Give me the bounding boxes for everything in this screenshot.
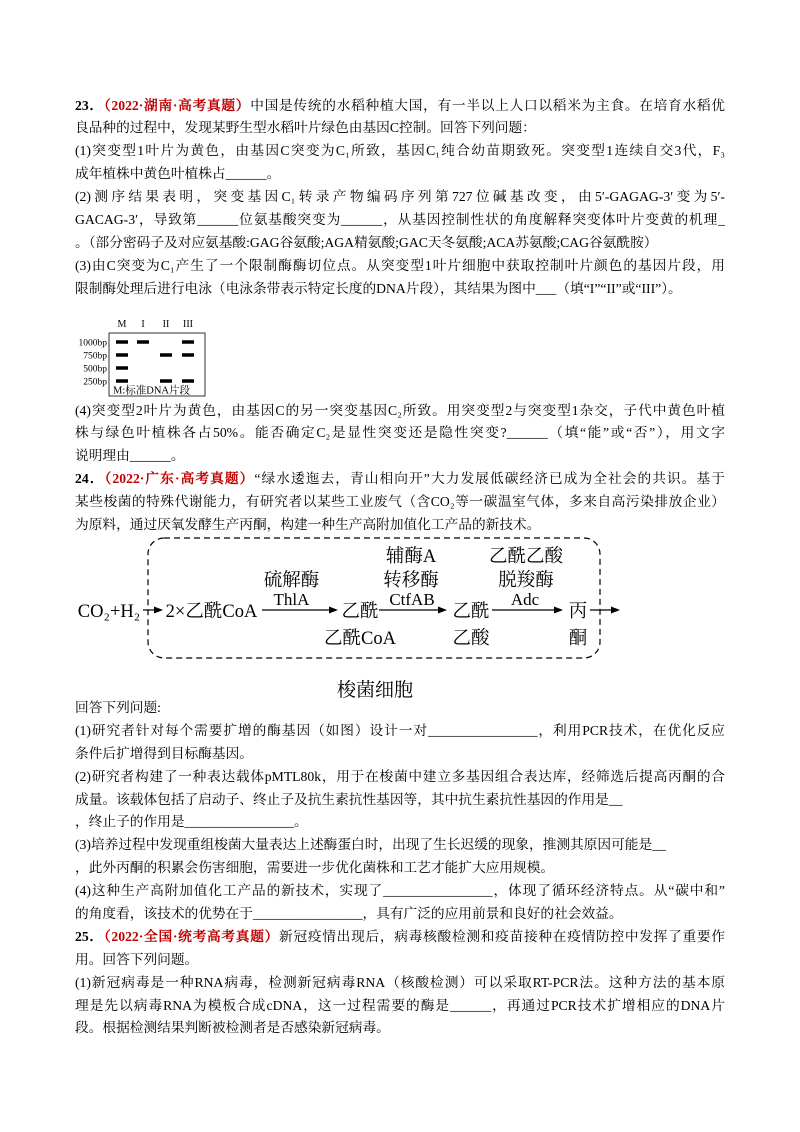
q23-part4-line-1: (4)突变型2叶片为黄色，由基因C的另一突变基因C₂所致。用突变型2与突变型1杂交，子代中黄色叶植 bbox=[75, 402, 725, 418]
gel-band-iii-1000 bbox=[182, 340, 194, 344]
enzyme-2-name-line-1: 辅酶A bbox=[385, 547, 437, 567]
q23-part4-line-2: 株与绿色叶植株各占50%。能否确定C₂是显性突变还是隐性突变?______（填“能”或“否”），用文字 bbox=[75, 425, 725, 441]
lane-label-m: M bbox=[117, 319, 127, 330]
lane-label-ii: II bbox=[162, 319, 170, 330]
question-number: 23． bbox=[75, 97, 104, 113]
pathway-svg bbox=[70, 537, 640, 703]
q25-stem-text: 新冠疫情出现后，病毒核酸检测和疫苗接种在疫情防控中发挥了重要作 bbox=[279, 928, 725, 944]
q24-part4-line-2: 的角度看，该技术的优势在于________________，具有广泛的应用前景和良好的社会效益。 bbox=[75, 906, 623, 922]
question-23-24-block bbox=[75, 400, 725, 537]
size-label-500: 500bp bbox=[83, 364, 107, 375]
q25-part1-line-1: (1)新冠病毒是一种RNA病毒，检测新冠病毒RNA（核酸检测）可以采取RT-PCR法。这种方法的基本原 bbox=[75, 974, 725, 990]
size-label-1000: 1000bp bbox=[78, 338, 107, 349]
intermediate-1-line-2: 乙酰CoA bbox=[324, 629, 396, 649]
gel-band-ii-750 bbox=[160, 353, 172, 357]
q25-part1-line-2: 理是先以病毒RNA为模板合成cDNA，这一过程需要的酶是______，再通过PCR技术扩增相应的DNA片 bbox=[75, 997, 725, 1013]
gel-band-m-250 bbox=[116, 379, 128, 383]
q23-part2-line-3: 。（部分密码子及对应氨基酸:GAG谷氨酸;AGA精氨酸;GAC天冬氨酸;ACA苏氨酸;CAG谷氨酰胺） bbox=[75, 234, 658, 250]
gel-band-iii-750 bbox=[182, 353, 194, 357]
enzyme-1-name: 硫解酶 bbox=[263, 571, 320, 591]
q23-stem-line-2: 良品种的过程中，发现某野生型水稻叶片绿色由基因C控制。回答下列问题： bbox=[75, 120, 536, 136]
arrow-input bbox=[143, 607, 163, 614]
q24-part2-line-3: ，终止子的作用是________________。 bbox=[75, 814, 308, 830]
q24-stem-line-3: 为原料，通过厌氧发酵生产丙酮，构建一种生产高附加值化工产品的新技术。 bbox=[75, 517, 541, 533]
intermediate-2-line-1: 乙酰 bbox=[452, 602, 490, 622]
size-label-750: 750bp bbox=[83, 351, 107, 362]
gel-figure bbox=[75, 316, 245, 400]
q23-part1-line-1: (1)突变型1叶片为黄色，由基因C突变为C₁所致，基因C₁纯合幼苗期致死。突变型1连续自交3代，F₃ bbox=[75, 143, 725, 159]
product-line-2: 酮 bbox=[568, 629, 588, 649]
q24-stem-text: “绿水逶迤去，青山相向开”大力发展低碳经济已成为全社会的共识。基于 bbox=[254, 471, 725, 487]
q25-stem-line-1 bbox=[75, 926, 725, 949]
enzyme-3-name-line-2: 脱羧酶 bbox=[498, 571, 554, 591]
q25-part1-line-3: 段。根据检测结果判断被检测者是否感染新冠病毒。 bbox=[75, 1020, 390, 1036]
q24-stem-line-1 bbox=[75, 468, 725, 491]
question-23-block bbox=[75, 95, 725, 301]
question-24-25-block bbox=[75, 697, 725, 1040]
q23-part3-line-2: 限制酶处理后进行电泳（电泳条带表示特定长度的DNA片段），其结果为图中___（填“I”“II”或“III”）。 bbox=[75, 280, 682, 296]
lane-label-i: I bbox=[141, 319, 145, 330]
question-source: （2022·全国·统考高考真题） bbox=[103, 928, 280, 944]
intermediate-1-line-1: 乙酰 bbox=[341, 602, 379, 622]
q23-part2-line-2: GACAG-3′，导致第______位氨基酸突变为______，从基因控制性状的角度解释突变体叶片变黄的机理_ bbox=[75, 212, 725, 228]
gel-electrophoresis-figure bbox=[75, 316, 245, 400]
q25-stem-line-2: 用。回答下列问题。 bbox=[75, 951, 199, 967]
input-gases: CO₂+H₂ bbox=[77, 602, 141, 622]
size-label-250: 250bp bbox=[83, 377, 107, 388]
gel-band-ii-250 bbox=[160, 379, 172, 383]
q23-part1-line-2: 成年植株中黄色叶植株占______。 bbox=[75, 166, 281, 182]
q24-stem-line-2: 某些梭菌的特殊代谢能力，有研究者以某些工业废气（含CO₂等一碳温室气体，多来自高污染排放企业） bbox=[75, 494, 725, 510]
gel-caption: M:标准DNA片段 bbox=[113, 385, 191, 397]
question-number: 25． bbox=[75, 928, 104, 944]
question-source: （2022·广东·高考真题） bbox=[104, 471, 255, 487]
q24-part3-line-1: (3)培养过程中发现重组梭菌大量表达上述酶蛋白时，出现了生长迟缓的现象，推测其原因可能是__ bbox=[75, 837, 666, 853]
arrow-output bbox=[590, 607, 620, 614]
q23-stem-line-1 bbox=[75, 95, 725, 118]
q23-stem-text: 中国是传统的水稻种植大国，有一半以上人口以稻米为主食。在培育水稻优 bbox=[250, 97, 725, 113]
enzyme-3-code: Adc bbox=[510, 590, 540, 609]
gel-band-m-750 bbox=[116, 353, 128, 357]
product-line-1: 丙 bbox=[568, 602, 588, 622]
enzyme-2-name-line-2: 转移酶 bbox=[383, 571, 439, 591]
substrate-acetyl-coa: 2×乙酰CoA bbox=[165, 602, 258, 622]
question-source: （2022·湖南·高考真题） bbox=[103, 97, 251, 113]
lane-label-iii: III bbox=[183, 319, 193, 330]
pathway-diagram bbox=[70, 537, 640, 701]
q24-part4-line-1: (4)这种生产高附加值化工产品的新技术，实现了________________，体现了循环经济特点。从“碳中和” bbox=[75, 883, 725, 899]
q24-part2-line-2: 成量。该载体包括了启动子、终止子及抗生素抗性基因等，其中抗生素抗性基因的作用是__ bbox=[75, 791, 623, 807]
enzyme-3-name-line-1: 乙酰乙酸 bbox=[488, 547, 564, 567]
q24-part1-line-1: (1)研究者针对每个需要扩增的酶基因（如图）设计一对________________，利用PCR技术，在优化反应 bbox=[75, 722, 725, 738]
q24-part2-line-1: (2)研究者构建了一种表达载体pMTL80k，用于在梭菌中建立多基因组合表达库，经筛选后提高丙酮的合 bbox=[75, 768, 725, 784]
q23-part4-line-3: 说明理由______。 bbox=[75, 448, 185, 464]
enzyme-1-code: ThlA bbox=[273, 590, 310, 609]
intermediate-2-line-2: 乙酸 bbox=[452, 629, 490, 649]
gel-band-m-1000 bbox=[116, 340, 128, 344]
gel-band-m-500 bbox=[116, 366, 128, 370]
question-number: 24． bbox=[75, 471, 105, 487]
enzyme-2-code: CtfAB bbox=[389, 590, 435, 609]
gel-bands bbox=[116, 340, 194, 383]
q24-prompt: 回答下列问题: bbox=[75, 700, 161, 715]
gel-band-iii-250 bbox=[182, 379, 194, 383]
cell-label: 梭菌细胞 bbox=[336, 680, 414, 701]
gel-band-i-1000 bbox=[137, 340, 149, 344]
q23-part3-line-1: (3)由C突变为C₁产生了一个限制酶酶切位点。从突变型1叶片细胞中获取控制叶片颜色的基因片段，用 bbox=[75, 257, 725, 273]
q24-part3-line-2: ，此外丙酮的积累会伤害细胞，需要进一步优化菌株和工艺才能扩大应用规模。 bbox=[75, 860, 555, 876]
q24-part1-line-2: 条件后扩增得到目标酶基因。 bbox=[75, 745, 253, 761]
q23-part2-line-1: (2)测序结果表明，突变基因C₁转录产物编码序列第727位碱基改变，由5′-GAGAG-3′变为5′- bbox=[75, 189, 725, 205]
